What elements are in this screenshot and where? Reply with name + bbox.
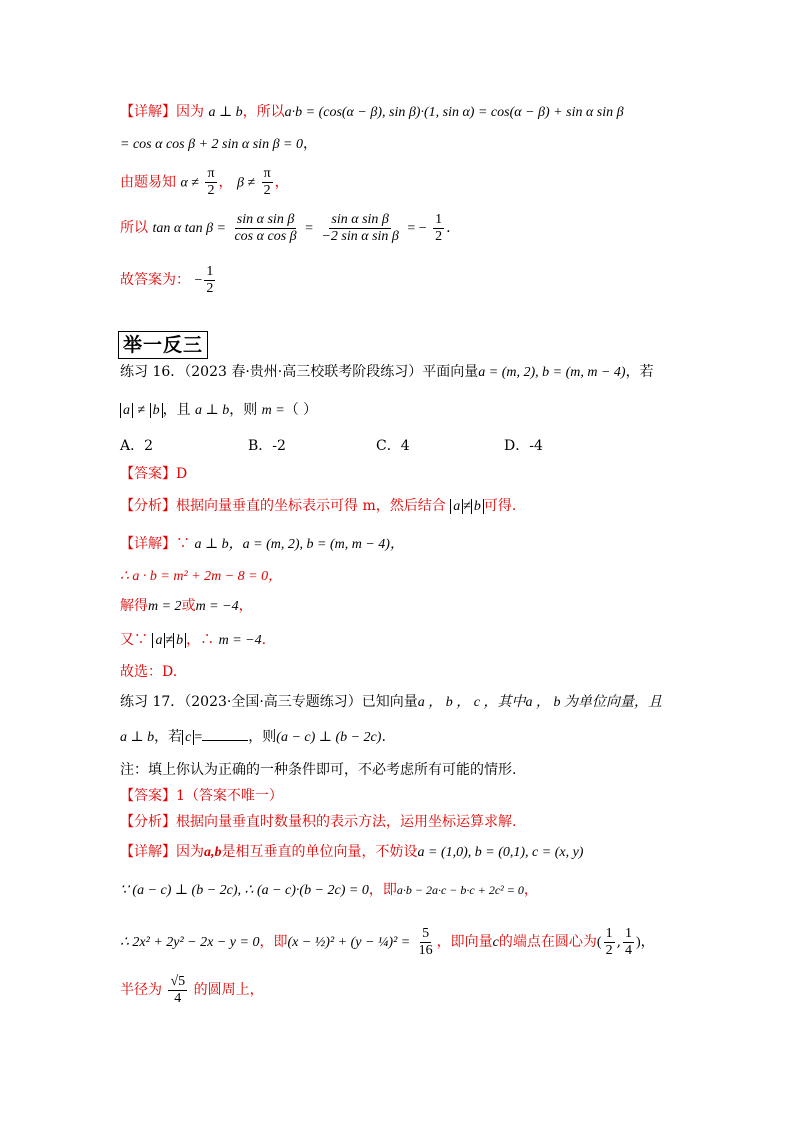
detail-line-1: 【详解】因为 a ⊥ b，所以a·b = (cos(α − β), sin β)·(1, sin α) = cos(α − β) + sin α sin β [120,104,624,120]
ex16-detail: 【详解】∵ a ⊥ b，a = (m, 2), b = (m, m − 4)， [120,536,404,552]
ex16-analysis: 【分析】根据向量垂直的坐标表示可得 m，然后结合 a ≠ b 可得. [120,498,517,514]
ex17-note: 注：填上你认为正确的一种条件即可，不必考虑所有可能的情形. [120,762,517,778]
dot-product-expr: a·b = (cos(α − β), sin β)·(1, sin α) = cos(α − β) + sin α sin β [284,105,624,120]
option-c: C．4 [376,438,410,454]
option-b: B．-2 [248,438,286,454]
ex16-condition: a ≠ b ，且 a ⊥ b，则 m =（ ） [120,400,710,421]
ex17-radius: 半径为 $\frac{√5}{4}$ 的圆周上， [120,973,264,1006]
ex16-dot: ∴ a · b = m² + 2m − 8 = 0， [120,569,283,584]
detail-line-2: = cos α cos β + 2 sin α sin β = 0， [120,136,317,152]
ex17-line3: ∴ 2x² + 2y² − 2x − y = 0，即(x − ½)² + (y − ¼)² = $\frac{5}{16}$ ，即向量c的端点在圆心为( $\frac{1}{2}$ , $\frac{1}{4}$ )， [120,925,655,958]
ex17-line2: ∵ (a − c) ⊥ (b − 2c), ∴ (a − c)·(b − 2c) = 0，即a·b − 2a·c − b·c + 2c² = 0， [120,882,538,898]
ex17-analysis: 【分析】根据向量垂直时数量积的表示方法，运用坐标运算求解. [120,814,517,830]
option-a: A．2 [120,438,154,454]
ex17-title: 练习 17．（2023·全国·高三专题练习）已知向量a ， b ， c ，其中a ， b 为单位向量，且 [120,694,663,710]
detail-line-3: 由题易知 α ≠ $\frac{\pi}{2}$ ， β ≠ $\frac{\pi}{2}$ ， [120,166,289,198]
ex17-condition: a ⊥ b，若 c = ，则(a − c) ⊥ (b − 2c). [120,726,710,748]
ex16-title: 练习 16．（2023 春·贵州·高三校联考阶段练习）平面向量a = (m, 2), b = (m, m − 4)，若 [120,364,654,380]
ex16-options [120,436,710,456]
ex17-detail: 【详解】因为a,b是相互垂直的单位向量，不妨设a = (1,0), b = (0,1), c = (x, y) [120,844,584,860]
ex16-again: 又∵ a ≠ b ，∴ m = −4. [120,632,267,648]
ex17-answer: 【答案】1（答案不唯一） [120,788,283,804]
detail-answer-line: 故答案为： − $\frac{1}{2}$ [120,263,214,296]
ex16-choose: 故选：D. [120,664,178,680]
option-d: D．-4 [504,438,543,454]
detail-label: 【详解】 [120,104,176,120]
answer-blank[interactable] [202,726,248,741]
section-stamp: 举一反三 [118,331,208,359]
ex16-answer: 【答案】D [120,466,188,482]
detail-line-4: 所以 tan α tan β = $\frac{\text{sin α sin β}}{\text{cos α cos β}}$ = $\frac{\text{sin α sin β}}{\text{−2 sin α sin β}}$ = − $\frac{1}{2}$ . [120,211,451,244]
ex16-solve: 解得m = 2或m = −4， [120,598,253,614]
